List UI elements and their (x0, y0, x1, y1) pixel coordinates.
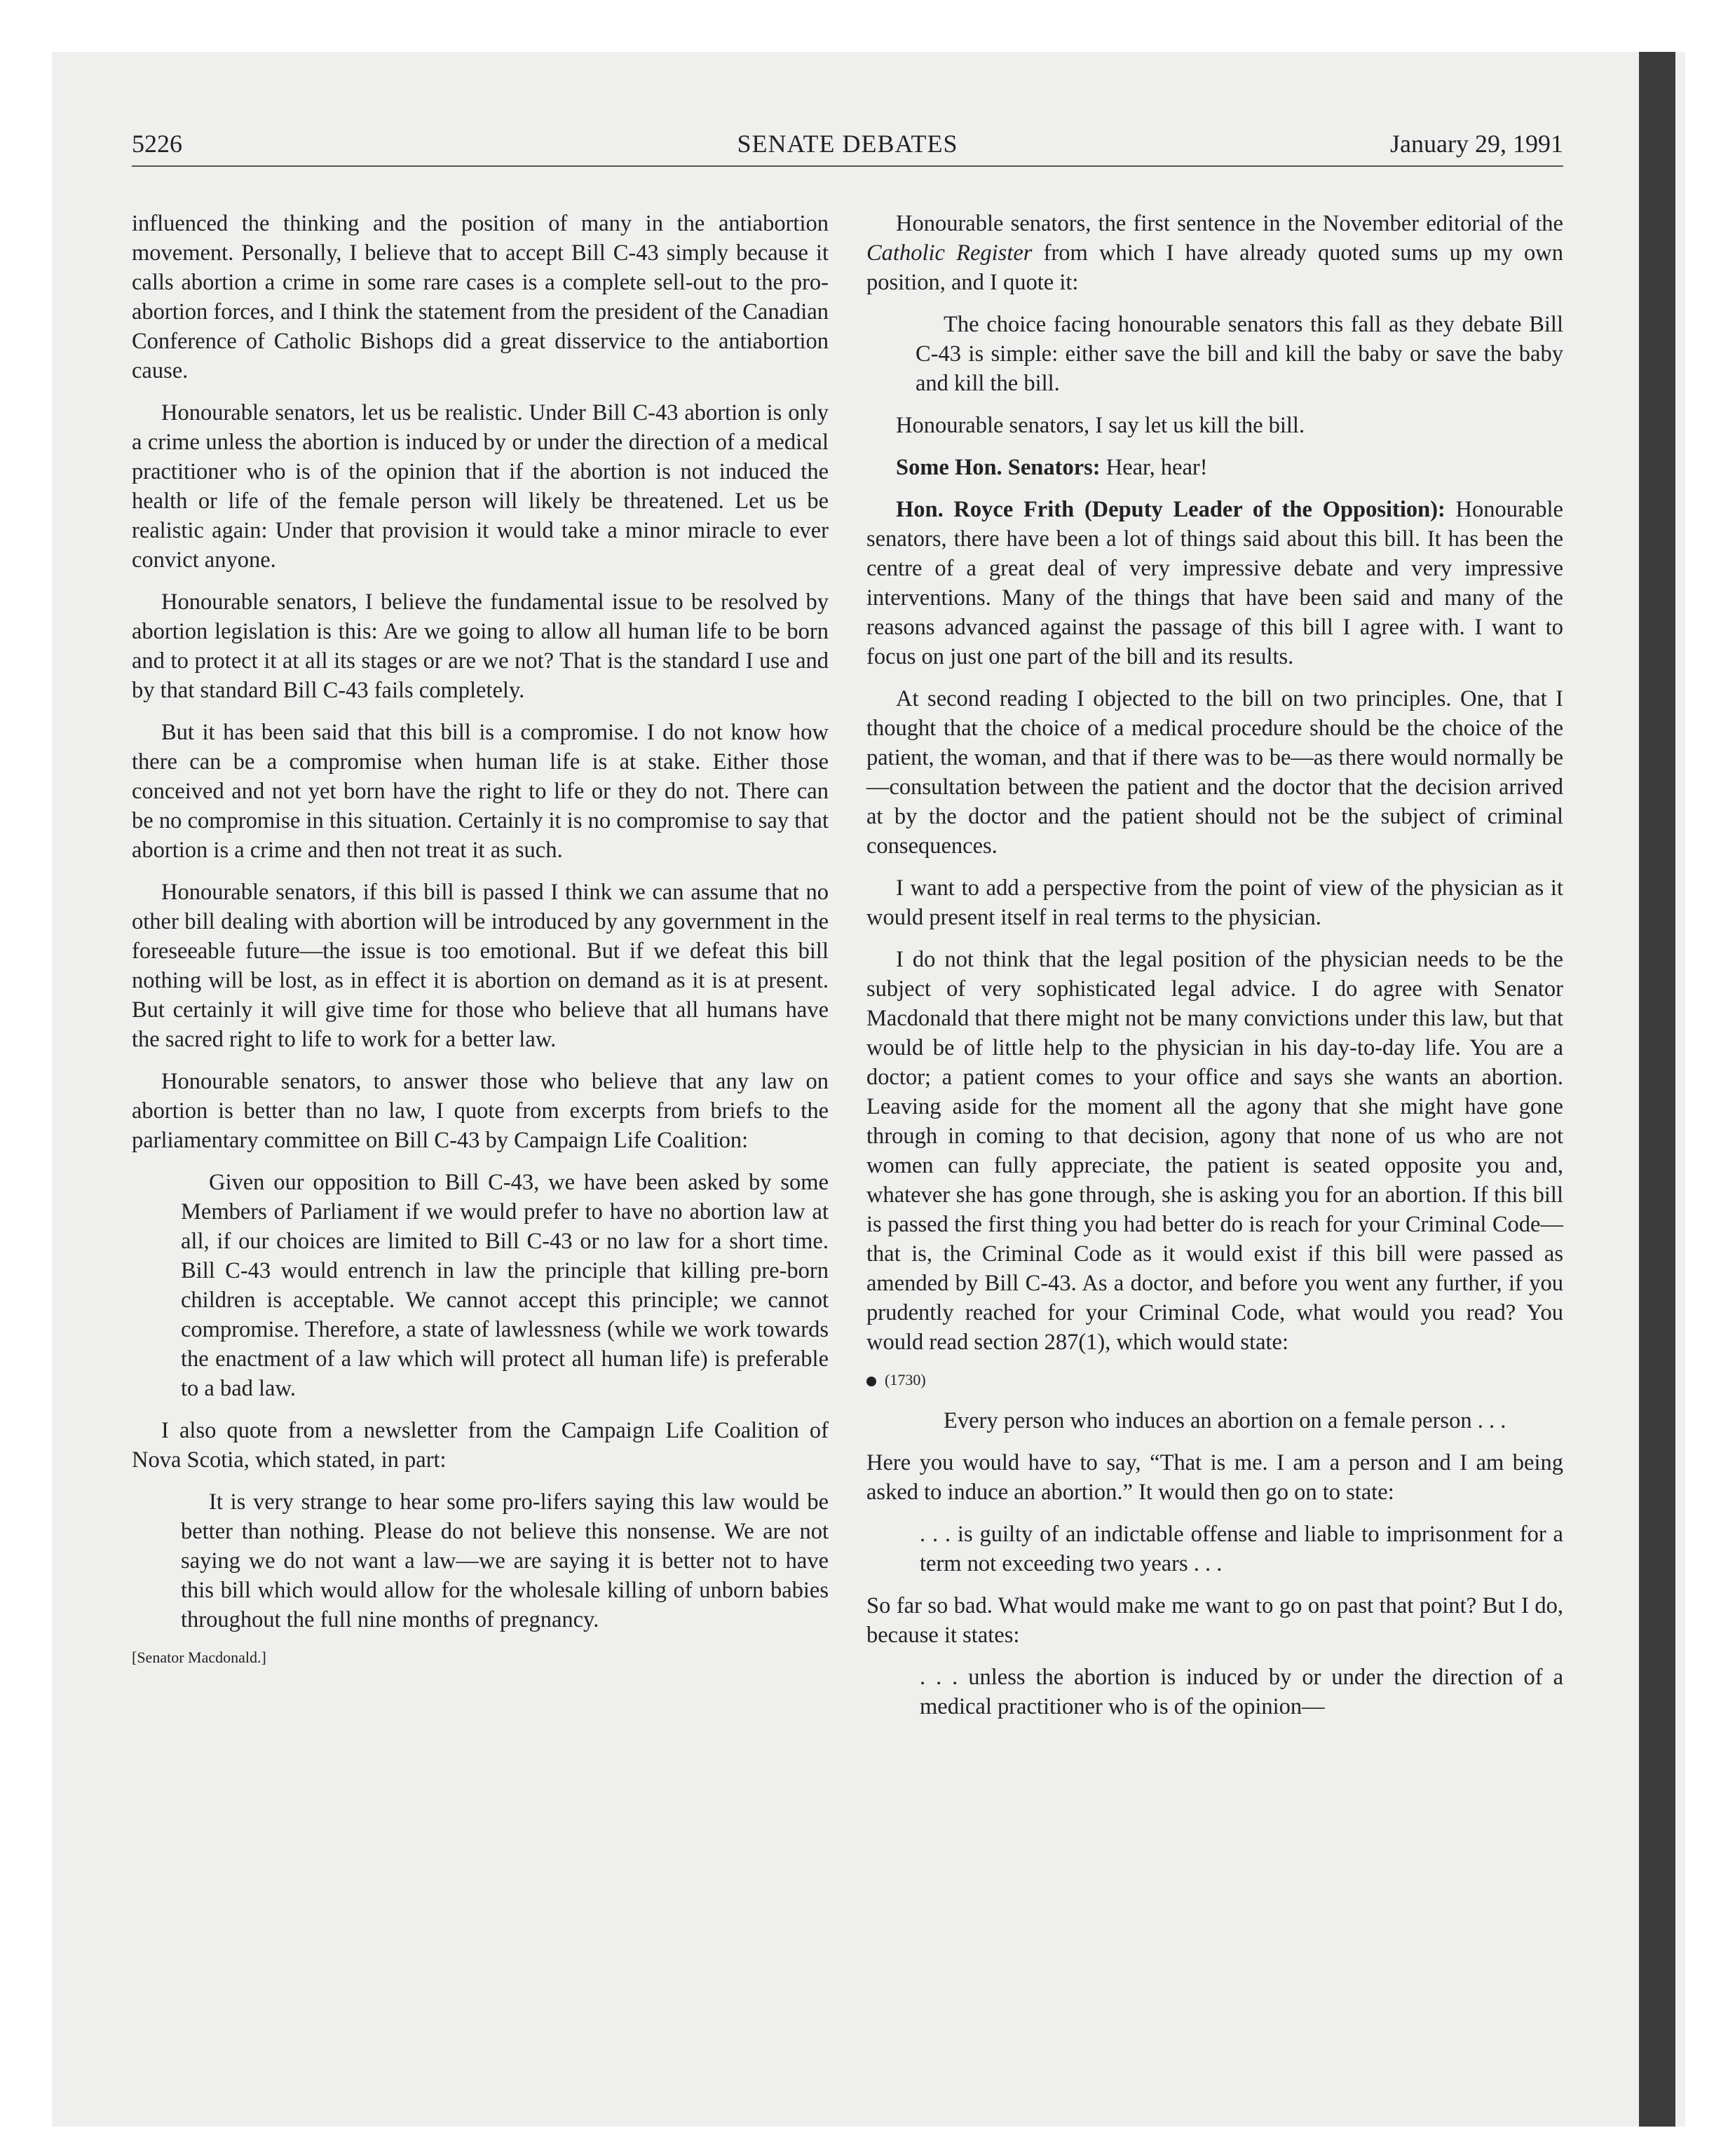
page-header (132, 126, 1563, 167)
speaker-label: Some Hon. Senators: (896, 455, 1101, 480)
paragraph: I do not think that the legal position of the physician needs to be the subject of very sophisticated legal advice. I do agree with Senator Macdonald that there might not be many convictions under this law, but that would be of little help to the physician in his day-to-day life. You are a doctor; a patient comes to your office and says she wants an abortion. Leaving aside for the moment all the agony that she might have gone through in coming to that decision, agony that none of us who are not women can fully appreciate, the patient is seated opposite you and, whatever she has gone through, she is asking you for an abortion. If this bill is passed the first thing you had better do is reach for your Criminal Code—that is, the Criminal Code as it would exist if this bill were passed as amended by Bill C-43. As a doctor, and before you went any further, if you prudently reached for your Criminal Code, what would you read? You would read section 287(1), which would state: (866, 947, 1563, 1355)
paragraph (866, 495, 1563, 671)
text-run: from which I have already quoted sums up my own position, and I quote it: (866, 240, 1563, 295)
paragraph: I also quote from a newsletter from the Campaign Life Coalition of Nova Scotia, which stated, in part: (132, 1418, 829, 1473)
block-quote: . . . is guilty of an indictable offense and liable to imprisonment for a term not exceeding two years . . . (920, 1522, 1563, 1576)
paragraph: Honourable senators, to answer those who believe that any law on abortion is better than no law, I quote from excerpts from briefs to the parliamentary committee on Bill C-43 by Campaign Life Coalition: (132, 1069, 829, 1153)
right-column (866, 209, 1563, 1734)
publication-title: SENATE DEBATES (737, 130, 958, 158)
paragraph: At second reading I objected to the bill on two principles. One, that I thought that the choice of a medical procedure should be the choice of the patient, the woman, and that if there was to be—as there would normally be—consultation between the patient and the doctor that the decision arrived at by the doctor and the patient should not be the subject of criminal consequences. (866, 686, 1563, 859)
paragraph: Honourable senators, I believe the fundamental issue to be resolved by abortion legislation is this: Are we going to allow all human life to be born and to protect it at all its stages or are we not? That is the standard I use and by that standard Bill C-43 fails completely. (132, 589, 829, 703)
block-quote: It is very strange to hear some pro-lifers saying this law would be better than nothing. Please do not believe this nonsense. We are not saying we do not want a law—we are saying it is better not to have this bill which would allow for the wholesale killing of unborn babies throughout the full nine months of pregnancy. (181, 1489, 829, 1632)
paragraph: Honourable senators, if this bill is passed I think we can assume that no other bill dealing with abortion will be introduced by any government in the foreseeable future—the issue is too emotional. But if we defeat this bill nothing will be lost, as in effect it is abortion on demand as it is at present. But certainly it will give time for those who believe that all humans have the sacred right to life to work for a better law. (132, 880, 829, 1052)
time-marker-text: (1730) (885, 1371, 926, 1389)
block-quote: Given our opposition to Bill C-43, we have been asked by some Members of Parliament if we would prefer to have no abortion law at all, if our choices are limited to Bill C-43 or no law for a short time. Bill C-43 would entrench in law the principle that killing pre-born children is acceptable. We cannot accept this principle; we cannot compromise. Therefore, a state of lawlessness (while we work towards the enactment of a law which will protect all human life) is preferable to a bad law. (181, 1170, 829, 1401)
paragraph (866, 209, 1563, 297)
text-run: Honourable senators, the first sentence in the November editorial of the (896, 211, 1563, 236)
paragraph: I want to add a perspective from the point of view of the physician as it would present itself in real terms to the physician. (866, 875, 1563, 930)
paragraph: But it has been said that this bill is a compromise. I do not know how there can be a compromise when human life is at stake. Either those conceived and not yet born have the right to life or they do not. There can be no compromise in this situation. Certainly it is no compromise to say that abortion is a crime and then not treat it as such. (132, 720, 829, 863)
left-column (132, 209, 829, 1668)
publication-name: Catholic Register (866, 240, 1033, 266)
speaker-footnote: [Senator Macdonald.] (132, 1649, 266, 1666)
page-date: January 29, 1991 (1390, 130, 1563, 158)
speaker-label: Hon. Royce Frith (Deputy Leader of the Opposition): (896, 497, 1445, 522)
block-quote: Every person who induces an abortion on a female person . . . (944, 1408, 1506, 1433)
paragraph: Honourable senators, let us be realistic. Under Bill C-43 abortion is only a crime unless the abortion is induced by or under the direction of a medical practitioner who is of the opinion that if the abortion is not induced the health or life of the female person will likely be threatened. Let us be realistic again: Under that provision it would take a minor miracle to ever convict anyone. (132, 400, 829, 573)
paragraph: influenced the thinking and the position of many in the antiabortion movement. Personally, I believe that to accept Bill C-43 simply because it calls abortion a crime in some rare cases is a complete sell-out to the pro-abortion forces, and I think the statement from the president of the Canadian Conference of Catholic Bishops did a great disservice to the antiabortion cause. (132, 211, 829, 383)
paragraph (866, 453, 1563, 482)
page-number: 5226 (132, 130, 182, 158)
block-quote: The choice facing honourable senators this fall as they debate Bill C-43 is simple: either save the bill and kill the baby or save the baby and kill the bill. (916, 312, 1563, 396)
paragraph: Honourable senators, I say let us kill the bill. (896, 413, 1305, 438)
block-quote: . . . unless the abortion is induced by or under the direction of a medical practitioner who is of the opinion— (920, 1665, 1563, 1719)
time-marker (866, 1370, 1563, 1391)
bullet-icon (866, 1377, 876, 1386)
paragraph: Here you would have to say, “That is me. I am a person and I am being asked to induce an abortion.” It would then go on to state: (866, 1450, 1563, 1505)
text-run: Hear, hear! (1100, 455, 1208, 480)
text-run: Honourable senators, there have been a lot of things said about this bill. It has been the centre of a great deal of very impressive debate and very impressive interventions. Many of the things that have been said and many of the reasons advanced against the passage of this bill I agree with. I want to focus on just one part of the bill and its results. (866, 497, 1563, 669)
scan-edge-shadow (1639, 52, 1675, 2127)
paragraph: So far so bad. What would make me want to go on past that point? But I do, because it states: (866, 1593, 1563, 1648)
